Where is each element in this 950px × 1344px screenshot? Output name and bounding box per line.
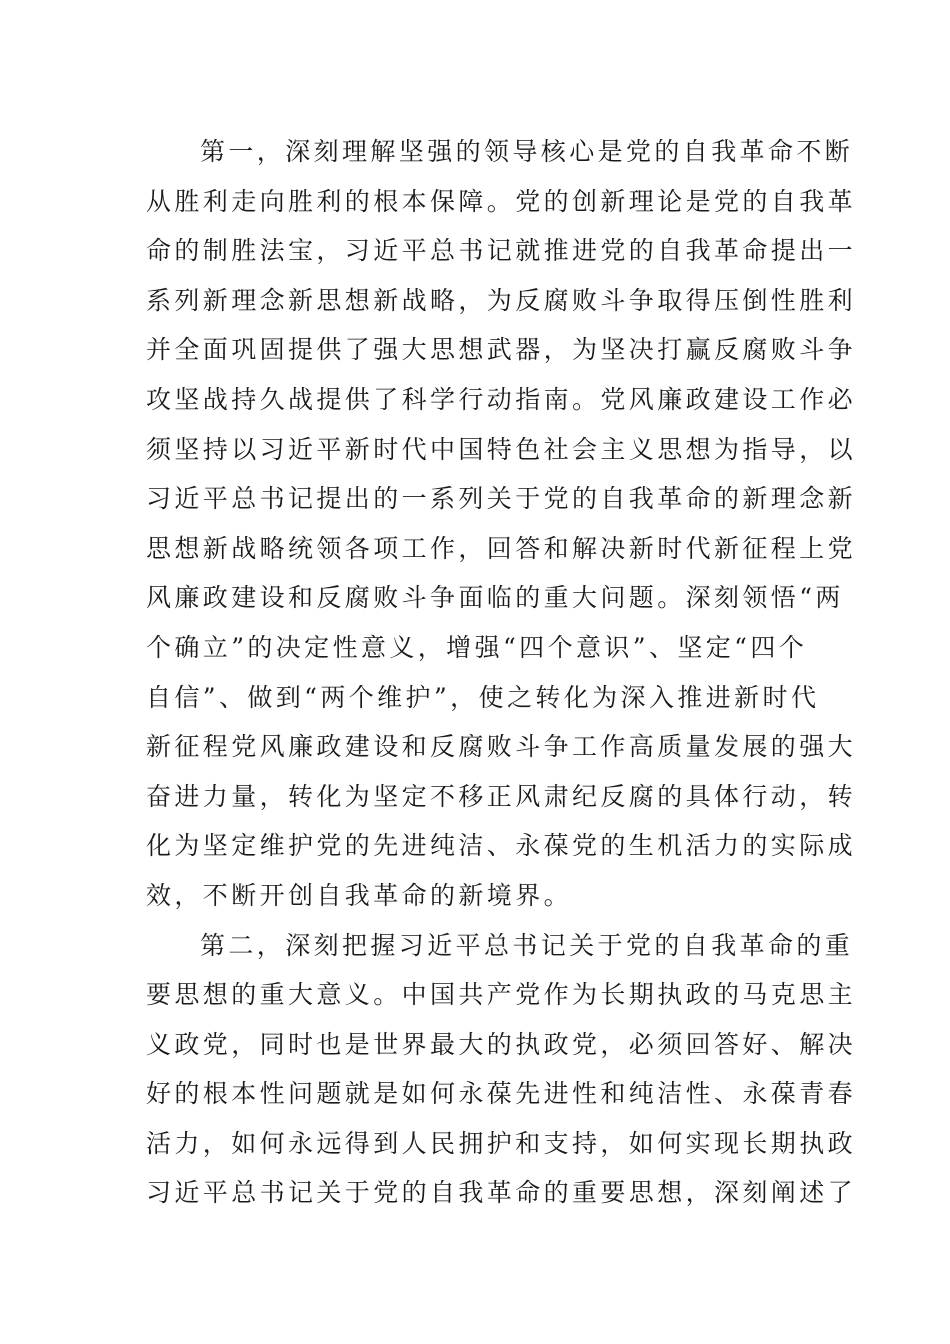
paragraph-1-line-4: 系列新理念新思想新战略，为反腐败斗争取得压倒性胜利 [146,285,857,315]
paragraph-1-line-10: 风廉政建设和反腐败斗争面临的重大问题。深刻领悟“两 [146,583,844,613]
paragraph-1-line-15: 化为坚定维护党的先进纯洁、永葆党的生机活力的实际成 [146,831,857,861]
paragraph-1-line-12: 自信”、做到“两个维护”，使之转化为深入推进新时代 [146,682,820,712]
paragraph-2-line-4: 好的根本性问题就是如何永葆先进性和纯洁性、永葆青春 [146,1079,857,1109]
paragraph-1-line-9: 思想新战略统领各项工作，回答和解决新时代新征程上党 [146,533,857,563]
paragraph-1-line-6: 攻坚战持久战提供了科学行动指南。党风廉政建设工作必 [146,384,857,414]
paragraph-1-line-8: 习近平总书记提出的一系列关于党的自我革命的新理念新 [146,484,857,514]
paragraph-2-line-3: 义政党，同时也是世界最大的执政党，必须回答好、解决 [146,1029,857,1059]
paragraph-1-line-2: 从胜利走向胜利的根本保障。党的创新理论是党的自我革 [146,186,857,216]
paragraph-1-line-1: 第一，深刻理解坚强的领导核心是党的自我革命不断 [200,137,854,166]
document-body [146,127,857,1218]
paragraph-2-line-2: 要思想的重大意义。中国共产党作为长期执政的马克思主 [146,980,857,1010]
paragraph-1-line-3: 命的制胜法宝，习近平总书记就推进党的自我革命提出一 [146,236,857,266]
paragraph-1-line-5: 并全面巩固提供了强大思想武器，为坚决打赢反腐败斗争 [146,335,857,365]
paragraph-2-line-5: 活力，如何永远得到人民拥护和支持，如何实现长期执政 [146,1128,857,1158]
paragraph-2-line-6: 习近平总书记关于党的自我革命的重要思想，深刻阐述了 [146,1178,857,1208]
paragraph-1-line-13: 新征程党风廉政建设和反腐败斗争工作高质量发展的强大 [146,732,857,762]
paragraph-1-line-16: 效，不断开创自我革命的新境界。 [146,880,573,910]
paragraph-1-line-7: 须坚持以习近平新时代中国特色社会主义思想为指导，以 [146,434,857,464]
paragraph-2-line-1: 第二，深刻把握习近平总书记关于党的自我革命的重 [200,930,854,960]
paragraph-1-line-11: 个确立”的决定性意义，增强“四个意识”、坚定“四个 [146,632,808,662]
paragraph-1-line-14: 奋进力量，转化为坚定不移正风肃纪反腐的具体行动，转 [146,781,857,811]
